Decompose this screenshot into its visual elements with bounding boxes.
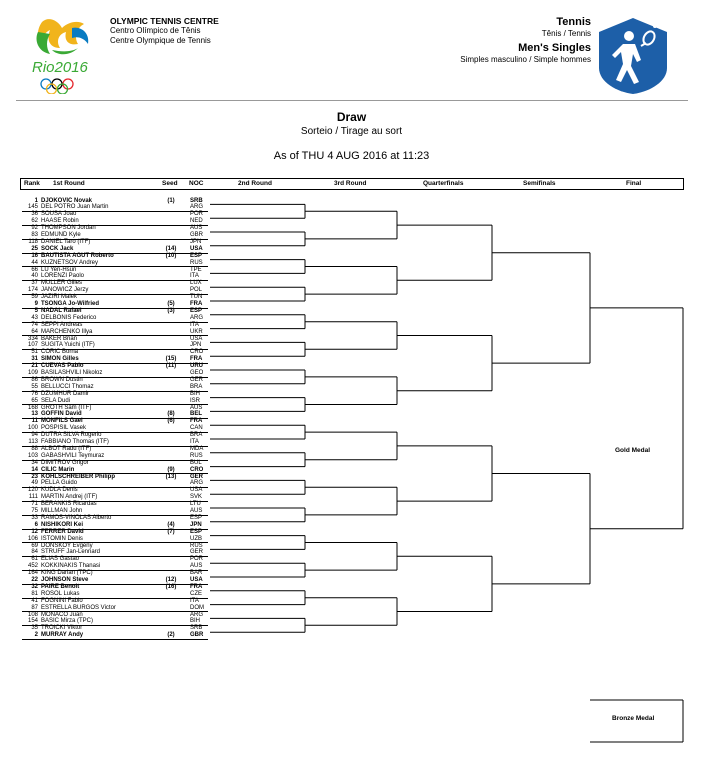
player-name: KING Darian (TPC) [41, 570, 93, 577]
player-rank: 154 [27, 618, 38, 625]
player-name: SUGITA Yuichi (ITF) [41, 342, 95, 349]
player-name: MARTIN Andrej (ITF) [41, 494, 98, 501]
player-name: BASIC Mirza (TPC) [41, 618, 94, 625]
player-noc: AUS [190, 508, 203, 514]
player-rank: 120 [27, 487, 38, 494]
player-name: KUZNETSOV Andrey [41, 259, 99, 266]
gold-medal-label: Gold Medal [615, 447, 651, 454]
player-rank: 100 [27, 425, 38, 432]
col-round1: 1st Round [53, 180, 85, 187]
player-name: MULLER Gilles [41, 280, 83, 287]
player-rank: 44 [31, 259, 38, 266]
player-name: HAASE Robin [41, 218, 79, 225]
player-rank: 83 [31, 232, 38, 238]
player-noc: DOM [190, 604, 204, 611]
player-noc: BIH [190, 390, 201, 397]
player-rank: 64 [31, 328, 38, 335]
player-name: MONACO Juan [41, 611, 83, 618]
player-noc: CRO [190, 349, 204, 356]
player-noc: BIH [190, 618, 201, 625]
player-noc: POR [190, 556, 204, 563]
player-name: STRUFF Jan-Lennard [41, 549, 101, 556]
player-rank: 12 [31, 528, 38, 535]
player-rank: 62 [31, 218, 38, 225]
player-noc: GER [190, 549, 204, 556]
player-noc: AUS [190, 404, 203, 411]
player-name: NISHIKORI Kei [41, 521, 84, 528]
player-name: POSPISIL Vasek [41, 425, 87, 432]
player-noc: BRA [190, 432, 203, 439]
player-noc: SRB [190, 197, 203, 204]
player-noc: USA [190, 487, 203, 494]
sport-name-alt: Tênis / Tennis [541, 29, 591, 38]
player-rank: 35 [31, 625, 38, 632]
player-name: BAKER Brian [41, 335, 78, 342]
player-rank: 71 [31, 501, 38, 508]
venue-name-pt: Centro Olímpico de Tênis [110, 26, 201, 35]
player-name: BROWN Dustin [41, 376, 83, 383]
sport-name: Tennis [556, 16, 591, 28]
player-rank: 174 [27, 287, 38, 294]
player-name: DEL POTRO Juan Martin [41, 204, 109, 211]
player-noc: GER [190, 473, 204, 480]
player-name: SOCK Jack [41, 245, 74, 252]
player-name: SELA Dudi [41, 397, 71, 404]
player-rank: 2 [34, 632, 38, 639]
player-name: GOFFIN David [41, 411, 82, 418]
player-rank: 74 [31, 321, 38, 328]
player-noc: ITA [190, 273, 199, 280]
player-seed: (3) [167, 307, 175, 314]
as-of-timestamp: As of THU 4 AUG 2016 at 11:23 [273, 150, 430, 162]
player-name: RAMOS-VINOLAS Alberto [41, 514, 112, 521]
player-name: DJOKOVIC Novak [41, 197, 93, 204]
player-seed: (13) [165, 473, 177, 480]
player-rank: 66 [31, 266, 38, 273]
player-noc: JPN [190, 238, 202, 245]
player-name: DONSKOY Evgeny [41, 542, 93, 549]
player-rank: 49 [31, 480, 38, 487]
player-noc: ESP [190, 514, 203, 521]
player-noc: GEO [190, 370, 204, 376]
player-seed: (5) [167, 301, 175, 307]
col-round3: 3rd Round [334, 180, 367, 187]
player-name: MILLMAN John [41, 508, 83, 514]
player-seed: (8) [167, 411, 175, 418]
player-rank: 118 [28, 238, 38, 245]
player-name: GROTH Sam (ITF) [41, 404, 92, 411]
bronze-medal-label: Bronze Medal [612, 715, 655, 722]
venue-name: OLYMPIC TENNIS CENTRE [110, 16, 219, 26]
player-rank: 36 [31, 211, 38, 218]
player-rank: 168 [27, 404, 38, 411]
player-rank: 69 [31, 542, 38, 549]
player-noc: ITA [190, 439, 199, 445]
col-seed: Seed [162, 180, 178, 187]
player-noc: ESP [190, 252, 203, 259]
player-rank: 334 [27, 335, 38, 342]
player-rank: 40 [31, 273, 38, 280]
player-noc: GER [190, 376, 204, 383]
player-rank: 14 [31, 466, 38, 473]
player-name: ELIAS Gastao [41, 556, 80, 563]
col-quarterfinals: Quarterfinals [423, 180, 464, 187]
player-rank: 13 [31, 411, 38, 418]
col-semifinals: Semifinals [523, 180, 556, 187]
player-rank: 33 [31, 514, 38, 521]
player-noc: POR [190, 211, 204, 218]
player-rank: 6 [34, 521, 38, 528]
player-name: CILIC Marin [41, 466, 75, 473]
player-name: SIMON Gilles [41, 356, 79, 363]
player-rank: 94 [31, 432, 38, 439]
player-rank: 9 [34, 301, 38, 307]
player-name: PAIRE Benoit [41, 583, 80, 590]
player-rank: 51 [31, 349, 38, 356]
player-noc: FRA [190, 583, 203, 590]
player-rank: 109 [27, 370, 38, 376]
player-noc: AUS [190, 563, 203, 570]
event-name-alt: Simples masculino / Simple hommes [460, 55, 591, 64]
player-noc: CZE [190, 590, 202, 597]
player-noc: JPN [190, 521, 202, 528]
player-name: DIMITROV Grigor [41, 459, 89, 466]
player-name: BAUTISTA AGUT Roberto [41, 252, 114, 259]
player-noc: RUS [190, 542, 203, 549]
player-noc: ITA [190, 321, 199, 328]
player-rank: 25 [31, 245, 38, 252]
player-name: DELBONIS Federico [41, 314, 97, 321]
player-rank: 86 [31, 376, 38, 383]
player-noc: UZB [190, 535, 202, 542]
player-noc: SVK [190, 494, 203, 501]
logo-text: Rio2016 [32, 59, 88, 76]
player-rank: 75 [31, 508, 38, 514]
player-rank: 41 [31, 597, 38, 604]
player-rank: 23 [31, 473, 38, 480]
player-noc: POL [190, 287, 203, 294]
player-noc: SRB [190, 625, 203, 632]
player-noc: ARG [190, 204, 204, 211]
player-rank: 81 [31, 590, 38, 597]
col-final: Final [626, 180, 642, 187]
player-rank: 65 [31, 397, 38, 404]
player-noc: BRA [190, 383, 203, 390]
page-subtitle: Sorteio / Tirage au sort [300, 126, 403, 137]
player-rank: 92 [31, 225, 38, 232]
col-noc: NOC [189, 180, 204, 187]
player-rank: 164 [27, 570, 38, 577]
player-name: LU Yen-Hsun [41, 266, 77, 273]
player-rank: 55 [31, 383, 38, 390]
player-rank: 21 [31, 363, 38, 370]
player-rank: 31 [31, 356, 38, 363]
player-noc: RUS [190, 259, 203, 266]
player-noc: ESP [190, 528, 203, 535]
player-noc: AUS [190, 225, 203, 232]
player-name: GABASHVILI Teymuraz [41, 452, 105, 459]
player-rank: 59 [31, 294, 38, 301]
player-seed: (2) [167, 632, 175, 639]
player-name: ISTOMIN Denis [41, 535, 83, 542]
player-noc: ARG [190, 611, 204, 618]
player-noc: CRO [190, 466, 204, 473]
player-rank: 88 [31, 445, 38, 452]
player-seed: (9) [167, 466, 175, 473]
player-name: PELLA Guido [41, 480, 78, 487]
player-rank: 108 [27, 611, 38, 618]
player-name: MARCHENKO Illya [41, 328, 93, 335]
player-noc: GBR [190, 232, 204, 238]
player-noc: ITA [190, 597, 199, 604]
player-name: DZUMHUR Damir [41, 390, 89, 397]
player-noc: FRA [190, 418, 203, 425]
player-rank: 32 [31, 583, 38, 590]
player-name: TROICKI Viktor [41, 625, 83, 632]
player-rank: 111 [28, 494, 38, 501]
player-name: LORENZI Paolo [41, 273, 85, 280]
player-rank: 43 [31, 314, 38, 321]
player-rank: 452 [27, 563, 38, 570]
player-seed: (10) [165, 252, 177, 259]
player-rank: 103 [27, 452, 38, 459]
player-noc: TPE [190, 266, 202, 273]
player-name: FABBIANO Thomas (ITF) [41, 439, 109, 445]
player-name: MONFILS Gael [41, 418, 83, 425]
player-name: TSONGA Jo-Wilfried [41, 301, 100, 307]
player-rank: 37 [31, 280, 38, 287]
player-rank: 113 [28, 439, 38, 445]
player-noc: BUL [190, 459, 202, 466]
player-rank: 22 [31, 577, 38, 583]
player-rank: 61 [31, 556, 38, 563]
player-rank: 87 [31, 604, 38, 611]
player-rank: 107 [27, 342, 38, 349]
player-name: KUDLA Denis [41, 487, 78, 494]
player-name: DUTRA SILVA Rogerio [41, 432, 102, 439]
player-noc: BAR [190, 570, 203, 577]
player-name: KOHLSCHREIBER Philipp [41, 473, 116, 480]
player-name: EDMUND Kyle [41, 232, 81, 238]
player-seed: (14) [165, 245, 177, 252]
player-name: MURRAY Andy [41, 632, 84, 639]
event-name: Men's Singles [518, 42, 591, 54]
player-rank: 34 [31, 459, 38, 466]
player-name: ESTRELLA BURGOS Victor [41, 604, 116, 611]
player-name: KOKKINAKIS Thanasi [41, 563, 101, 570]
col-round2: 2nd Round [238, 180, 272, 187]
player-noc: USA [190, 577, 203, 583]
player-noc: UKR [190, 328, 203, 335]
player-seed: (15) [165, 356, 177, 363]
player-name: JANOWICZ Jerzy [41, 287, 89, 294]
player-name: CORIC Borna [41, 349, 79, 356]
player-name: CUEVAS Pablo [41, 363, 84, 370]
player-name: NADAL Rafael [41, 307, 82, 314]
venue-name-fr: Centre Olympique de Tennis [110, 36, 211, 45]
player-name: BERANKIS Ricardas [41, 501, 97, 508]
player-noc: ESP [190, 307, 203, 314]
col-rank: Rank [24, 180, 40, 187]
player-seed: (11) [165, 363, 177, 370]
player-rank: 1 [34, 197, 38, 204]
player-name: SEPPI Andreas [41, 321, 83, 328]
player-noc: URU [190, 363, 203, 370]
player-noc: GBR [190, 632, 204, 639]
player-name: ROSOL Lukas [41, 590, 80, 597]
player-noc: JPN [190, 342, 202, 349]
player-noc: LUX [190, 280, 202, 287]
player-seed: (4) [167, 521, 175, 528]
player-name: BASILASHVILI Nikoloz [41, 370, 103, 376]
player-rank: 76 [31, 390, 38, 397]
player-noc: MDA [190, 445, 204, 452]
player-noc: ARG [190, 314, 204, 321]
player-noc: CAN [190, 425, 203, 432]
player-seed: (12) [165, 577, 177, 583]
player-noc: LTU [190, 501, 201, 508]
player-seed: (6) [167, 418, 175, 425]
player-rank: 145 [27, 204, 38, 211]
player-seed: (7) [167, 528, 175, 535]
player-name: DANIEL Taro (ITF) [41, 238, 91, 245]
player-name: FERRER David [41, 528, 84, 535]
player-rank: 106 [27, 535, 38, 542]
player-noc: FRA [190, 356, 203, 363]
player-noc: NED [190, 218, 203, 225]
player-noc: FRA [190, 301, 203, 307]
player-rank: 84 [31, 549, 38, 556]
player-rank: 11 [31, 418, 38, 425]
player-noc: TUN [190, 294, 203, 301]
player-noc: USA [190, 245, 203, 252]
player-name: JAZIRI Malek [41, 294, 78, 301]
player-rank: 16 [31, 252, 38, 259]
player-rank: 5 [34, 307, 38, 314]
player-noc: RUS [190, 452, 203, 459]
player-name: BELLUCCI Thomaz [41, 383, 94, 390]
player-seed: (1) [167, 197, 175, 204]
player-noc: ISR [190, 397, 201, 404]
player-seed: (16) [165, 583, 177, 590]
player-name: ALBOT Radu (ITF) [41, 445, 92, 452]
player-name: JOHNSON Steve [41, 577, 89, 583]
player-name: SOUSA Joao [41, 211, 77, 218]
player-name: FOGNINI Fabio [41, 597, 83, 604]
page-title: Draw [336, 110, 367, 124]
player-noc: ARG [190, 480, 204, 487]
player-name: THOMPSON Jordan [41, 225, 96, 232]
player-noc: USA [190, 335, 203, 342]
player-noc: BEL [190, 411, 202, 418]
